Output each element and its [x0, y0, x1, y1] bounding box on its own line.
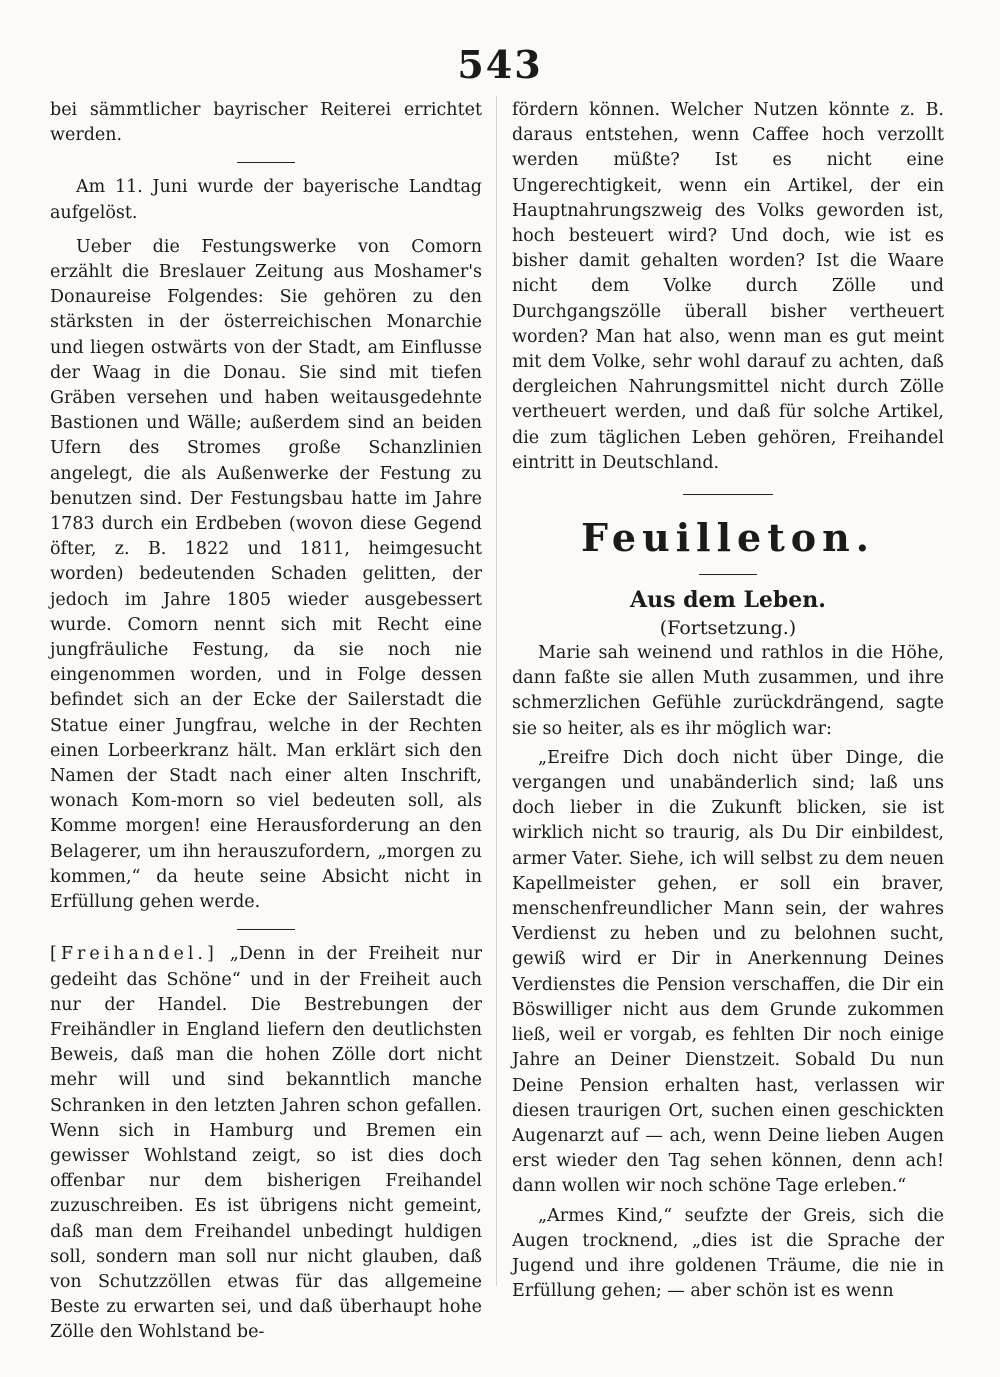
freihandel-label: [Freihandel.]: [50, 944, 218, 965]
paragraph-armes-kind: „Armes Kind,“ seufzte der Greis, sich die Augen trocknend, „dies ist die Sprache der Jugend und ihre goldenen Träume, die nie in Erfüllung gehen; — aber schön ist es wenn: [512, 1205, 944, 1302]
page-number: 543: [457, 42, 543, 87]
left-column: [50, 98, 482, 1346]
heading-divider: [699, 574, 757, 575]
paragraph-marie: Marie sah weinend und rathlos in die Höhe, dann faßte sie allen Muth zusammen, und ihre schmerzlichen Gefühle zurückdrängend, sagte sie so heiter, als es ihr möglich war:: [512, 643, 944, 739]
paragraph-ereifre: „Ereifre Dich doch nicht über Dinge, die vergangen und unabänderlich sind; laß uns doch lieber in die Zukunft blicken, sie ist wirklich nicht so traurig, als Du Dir einbildest, armer Vater. Siehe, ich will selbst zu dem neuen Kapellmeister gehen, er soll ein braver, menschenfreundlicher Mann sein, der wahres Verdienst zu heben und zu belohnen sucht, gewiß wird er Dir in Anerkennung Deines Verdienstes die Pension verschaffen, die Dir ein Böswilliger nicht aus dem Grunde zukommen ließ, weil er vorgab, es fehlten Dir noch einige Jahre an Deiner Dienstzeit. Sobald Du nun Deine Pension erhalten hast, verlassen wir diesen traurigen Ort, suchen einen geschickten Augenarzt auf — ach, wenn Deine lieben Augen erst wieder den Tag sehen können, denn ach! dann wollen wir noch schöne Tage erleben.“: [512, 747, 944, 1197]
paragraph-comorn: Ueber die Festungswerke von Comorn erzählt die Breslauer Zeitung aus Moshamer's Donaureise Folgendes: Sie gehören zu den stärksten in der österreichischen Monarchie und liegen ostwärts von der Stadt, am Einflusse der Waag in die Donau. Sie sind mit tiefen Gräben versehen und haben weitausgedehnte Bastionen und Wälle; außerdem sind an beiden Ufern des Stromes große Schanzlinien angelegt, die als Außenwerke der Festung zu benutzen sind. Der Festungsbau hatte im Jahre 1783 durch ein Erdbeben (wovon diese Gegend öfter, z. B. 1822 und 1811, heimgesucht worden) bedeutenden Schaden gelitten, der jedoch im Jahre 1805 wieder ausgebessert wurde. Comorn nennt sich mit Recht eine jungfräuliche Festung, da sie noch nie eingenommen worden, und in Folge dessen befindet sich an der Ecke der Sailerstadt die Statue einer Jungfrau, welche in der Rechten einen Lorbeerkranz hält. Man erklärt sich den Namen der Stadt nach einer alten Inschrift, wonach Kom-morn so viel bedeuten soll, als Komme morgen! eine Herausforderung an den Belagerer, um ihn herauszufordern, „morgen zu kommen,“ da heute seine Absicht nicht in Erfüllung gehen werde.: [50, 236, 482, 913]
section-divider: [237, 162, 295, 163]
paragraph-landtag: Am 11. Juni wurde der bayerische Landtag aufgelöst.: [50, 177, 482, 223]
paragraph-reiterei: bei sämmtlicher bayrischer Reiterei errichtet werden.: [50, 100, 482, 146]
story-title: Aus dem Leben.: [630, 587, 826, 614]
section-divider: [237, 929, 295, 930]
story-subtitle: (Fortsetzung.): [659, 617, 797, 640]
column-rule: [496, 96, 497, 1286]
right-column: [512, 98, 944, 1304]
feuilleton-heading: Feuilleton.: [581, 515, 875, 561]
paragraph-freihandel-continued: fördern können. Welcher Nutzen könnte z. B. daraus entstehen, wenn Caffee hoch verzollt werden müßte? Ist es nicht eine Ungerechtigkeit, wenn ein Artikel, der ein Hauptnahrungszweig des Volks geworden ist, hoch besteuert wird? Und doch, wie ist es bisher damit gehalten worden? Ist die Waare nicht dem Volke durch Zölle und Durchgangszölle überall bisher vertheuert worden? Man hat also, wenn man es gut meint mit dem Volke, sehr wohl darauf zu achten, daß dergleichen Nahrungsmittel nicht durch Zölle vertheuert werden, und daß für solche Artikel, die zum täglichen Leben gehören, Freihandel eintritt in Deutschland.: [512, 100, 944, 473]
section-divider: [683, 494, 773, 495]
paragraph-freihandel: [50, 942, 482, 1345]
freihandel-text: „Denn in der Freiheit nur gedeiht das Schöne“ und in der Freiheit auch nur der Handel. Die Bestrebungen der Freihändler in England liefern den deutlichsten Beweis, daß man die hohen Zölle dort nicht mehr will und sind bekanntlich manche Schranken in den letzten Jahren schon gefallen. Wenn sich in Hamburg und Bremen ein gewisser Wohlstand zeigt, so ist dies doch offenbar nur dem bisherigen Freihandel zuzuschreiben. Es ist übrigens nicht gemeint, daß man dem Freihandel unbedingt huldigen soll, sondern man soll nur nicht glauben, daß von Schutzzöllen etwas für das allgemeine Beste zu erwarten sei, und daß überhaupt hohe Zölle den Wohlstand be-: [50, 944, 482, 1343]
